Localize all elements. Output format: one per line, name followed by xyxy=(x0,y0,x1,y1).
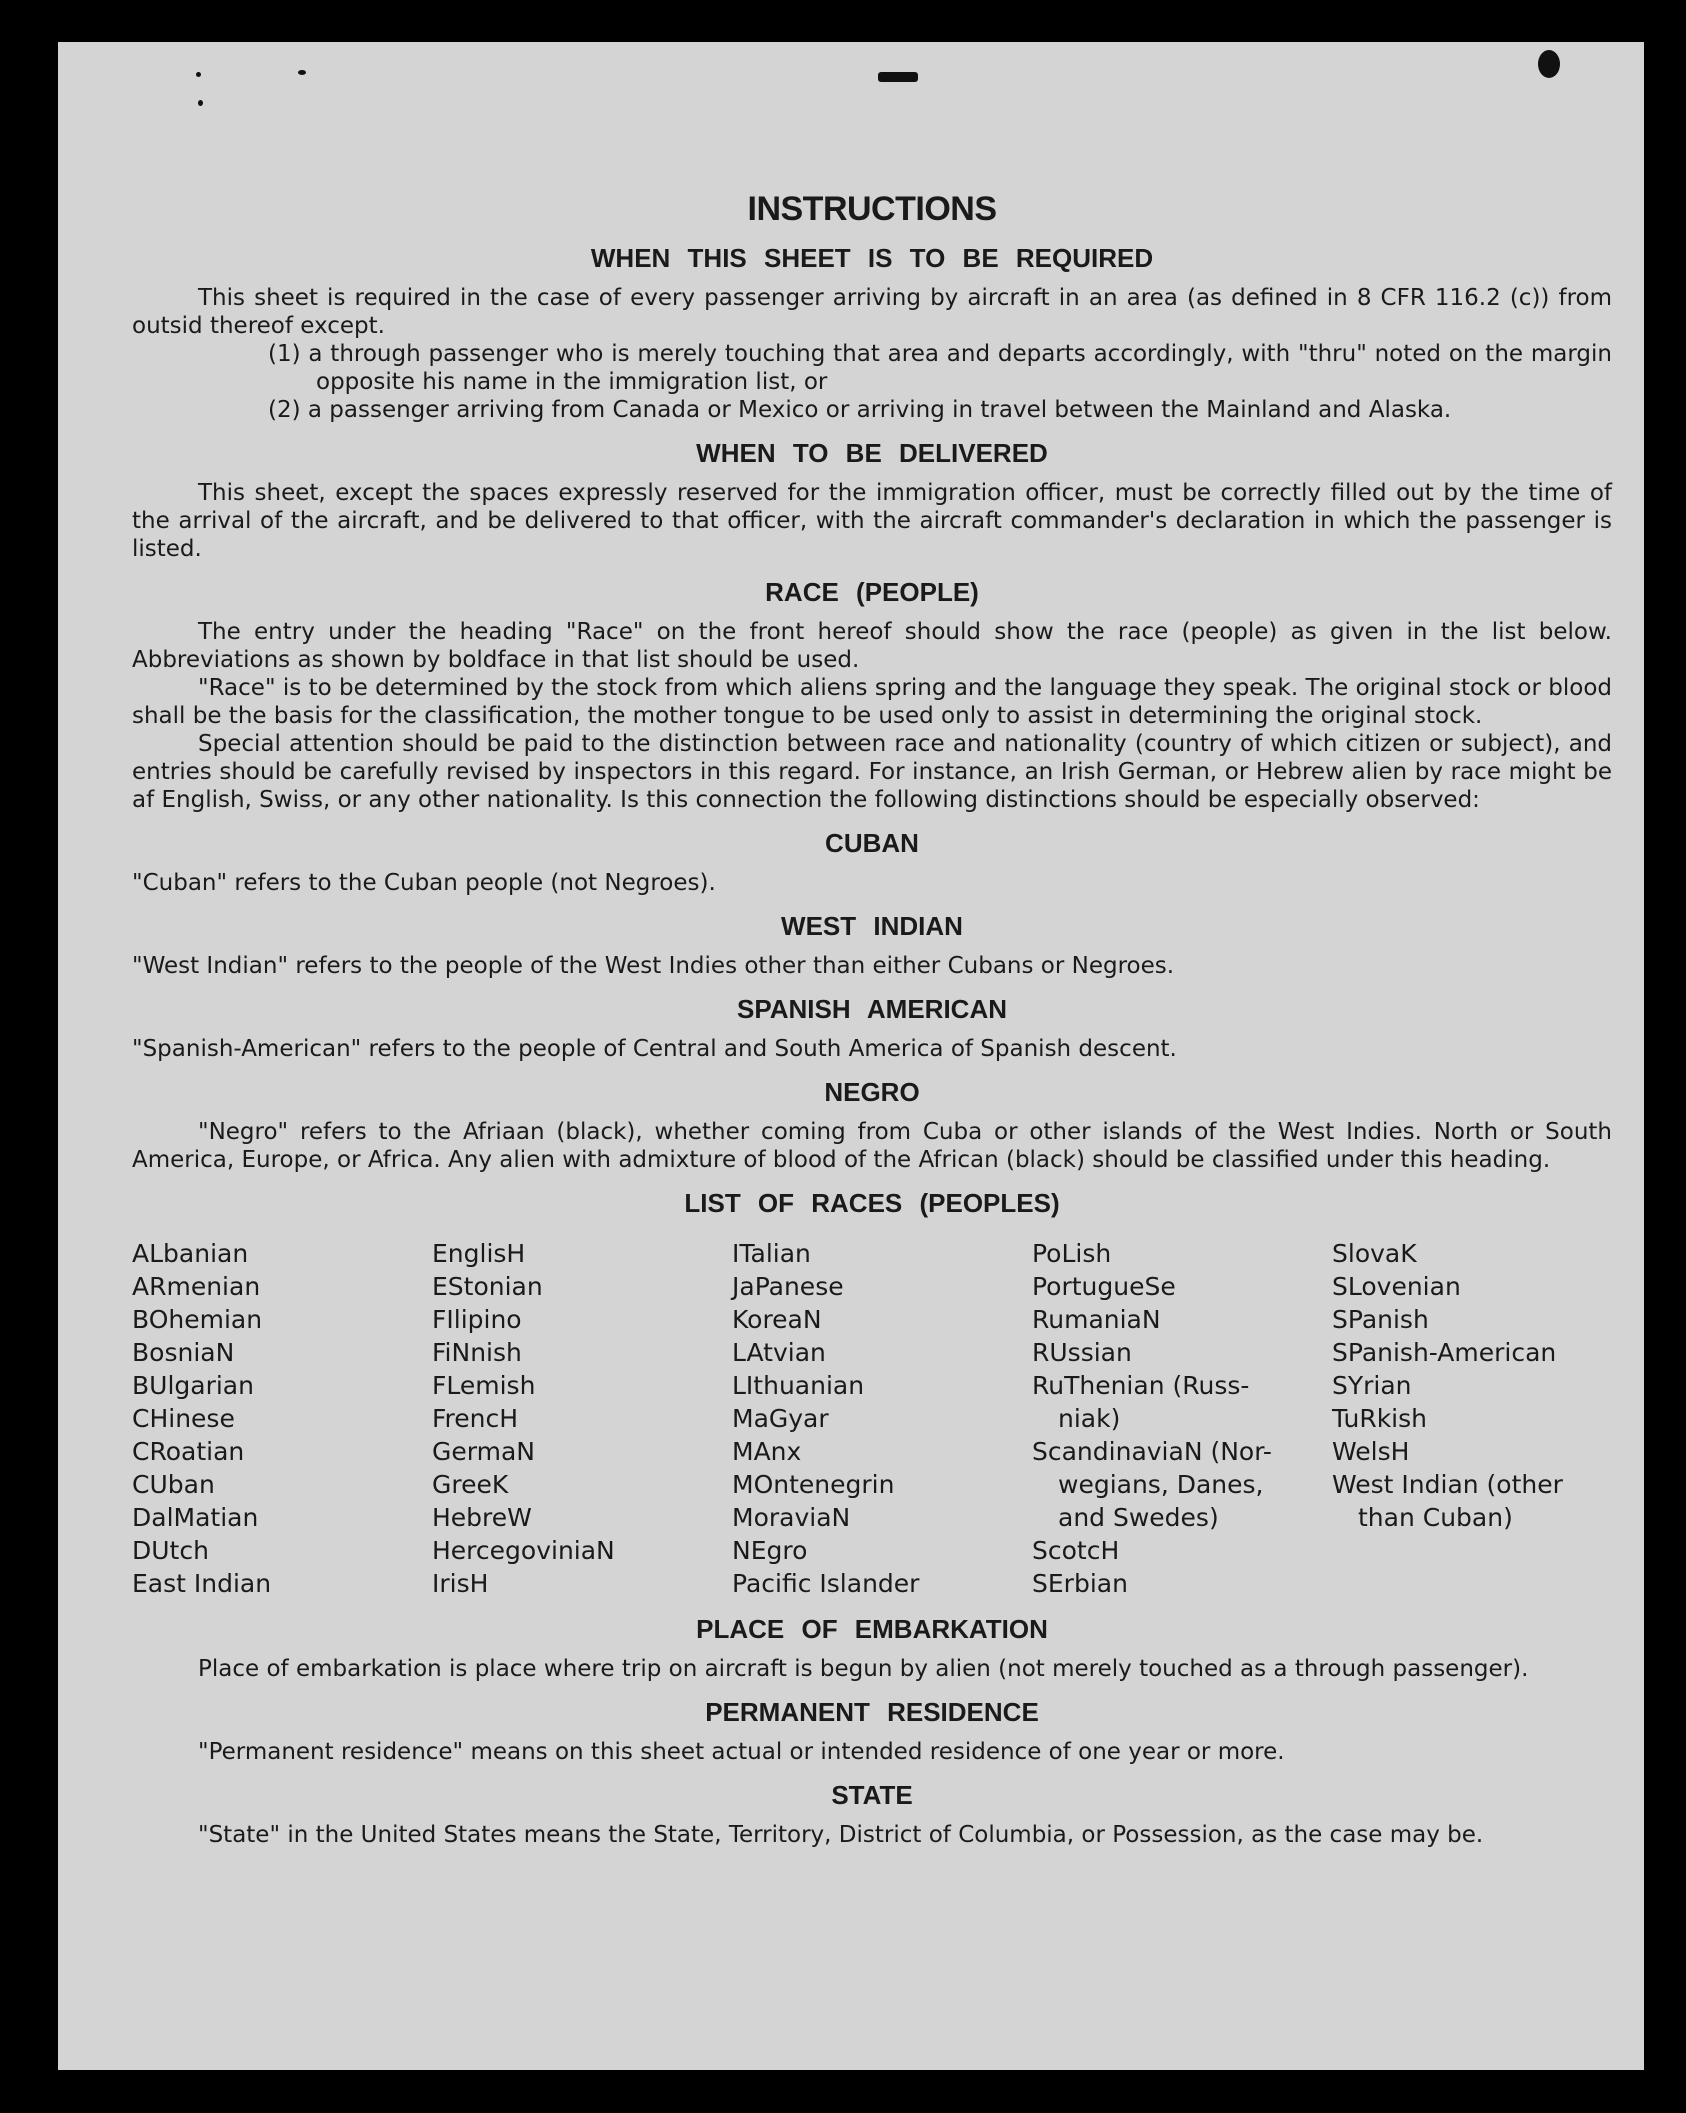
race-entry: MoraviaN xyxy=(732,1503,851,1532)
spanish-american-text: "Spanish-American" refers to the people of Central and South America of Spanish descent. xyxy=(132,1036,1177,1062)
heading-list-of-races: LIST OF RACES (PEOPLES) xyxy=(684,1188,1060,1218)
race-entry: KoreaN xyxy=(732,1305,822,1334)
race-paragraph-2: "Race" is to be determined by the stock from which aliens spring and the language they speak. The original stock or blood shall be the basis for the classification, the mother tongue to be used only to assist in determining the original stock. xyxy=(132,675,1612,729)
ink-speck xyxy=(298,70,306,75)
race-entry: SPanish-American xyxy=(1332,1338,1557,1367)
race-entry: MOntenegrin xyxy=(732,1470,895,1499)
heading-when-delivered: WHEN TO BE DELIVERED xyxy=(696,438,1048,468)
race-entry: ITalian xyxy=(732,1239,811,1268)
heading-place-of-embarkation: PLACE OF EMBARKATION xyxy=(696,1614,1048,1644)
embarkation-text: Place of embarkation is place where trip on aircraft is begun by alien (not merely touched as a through passenger). xyxy=(198,1656,1529,1682)
race-entry: BosniaN xyxy=(132,1338,235,1367)
race-entry: SErbian xyxy=(1032,1569,1128,1598)
race-entry: JaPanese xyxy=(732,1272,844,1301)
race-entry: TuRkish xyxy=(1332,1404,1427,1433)
race-entry: SLovenian xyxy=(1332,1272,1461,1301)
heading-spanish-american: SPANISH AMERICAN xyxy=(736,994,1007,1024)
race-entry: than Cuban) xyxy=(1358,1503,1513,1532)
races-column-3 xyxy=(732,1237,1012,1600)
race-entry: SlovaK xyxy=(1332,1239,1417,1268)
ink-speck xyxy=(196,72,201,77)
race-entry: HercegoviniaN xyxy=(432,1536,615,1565)
races-column-5 xyxy=(1332,1237,1612,1600)
race-entry: PoLish xyxy=(1032,1239,1112,1268)
negro-text: "Negro" refers to the Afriaan (black), whether coming from Cuba or other islands of the West Indies. North or South America, Europe, or Africa. Any alien with admixture of blood of the African (black) should be classified under this heading. xyxy=(132,1119,1612,1173)
race-entry: FrencH xyxy=(432,1404,519,1433)
race-entry: GermaN xyxy=(432,1437,535,1466)
races-column-1 xyxy=(132,1237,412,1600)
race-entry: BUlgarian xyxy=(132,1371,254,1400)
race-entry: niak) xyxy=(1058,1404,1121,1433)
heading-when-required: WHEN THIS SHEET IS TO BE REQUIRED xyxy=(590,243,1154,273)
race-entry: RUssian xyxy=(1032,1338,1132,1367)
race-entry: and Swedes) xyxy=(1058,1503,1219,1532)
required-item-2: (2) a passenger arriving from Canada or Mexico or arriving in travel between the Mainland and Alaska. xyxy=(268,397,1452,423)
page-title: INSTRUCTIONS xyxy=(747,190,997,228)
ink-speck xyxy=(878,72,918,82)
race-entry: wegians, Danes, xyxy=(1058,1470,1264,1499)
race-entry: LIthuanian xyxy=(732,1371,865,1400)
race-entry: CHinese xyxy=(132,1404,235,1433)
race-entry: WelsH xyxy=(1332,1437,1410,1466)
race-entry: EStonian xyxy=(432,1272,543,1301)
race-entry: BOhemian xyxy=(132,1305,263,1334)
race-entry: CUban xyxy=(132,1470,215,1499)
race-entry: MAnx xyxy=(732,1437,802,1466)
heading-state: STATE xyxy=(831,1780,913,1810)
race-entry: CRoatian xyxy=(132,1437,245,1466)
races-column-2 xyxy=(432,1237,712,1600)
cuban-text: "Cuban" refers to the Cuban people (not Negroes). xyxy=(132,870,716,896)
race-entry: MaGyar xyxy=(732,1404,829,1433)
required-item-1: (1) a through passenger who is merely touching that area and departs accordingly, with "thru" noted on the margin opposite his name in the immigration list, or xyxy=(268,341,1612,395)
race-entry: RumaniaN xyxy=(1032,1305,1161,1334)
race-entry: PortugueSe xyxy=(1032,1272,1176,1301)
race-entry: West Indian (other xyxy=(1332,1470,1563,1499)
required-intro: This sheet is required in the case of every passenger arriving by aircraft in an area (as defined in 8 CFR 116.2 (c)) from outsid thereof except. xyxy=(132,285,1612,339)
race-entry: RuThenian (Russ- xyxy=(1032,1371,1250,1400)
race-entry: EnglisH xyxy=(432,1239,526,1268)
delivered-text: This sheet, except the spaces expressly reserved for the immigration officer, must be correctly filled out by the time of the arrival of the aircraft, and be delivered to that officer, with the aircraft commander's declaration in which the passenger is listed. xyxy=(132,480,1612,562)
heading-race: RACE (PEOPLE) xyxy=(765,577,979,607)
race-entry: FLemish xyxy=(432,1371,536,1400)
heading-permanent-residence: PERMANENT RESIDENCE xyxy=(705,1697,1039,1727)
race-entry: SYrian xyxy=(1332,1371,1412,1400)
race-entry: Pacific Islander xyxy=(732,1569,920,1598)
heading-west-indian: WEST INDIAN xyxy=(781,911,963,941)
race-entry: ALbanian xyxy=(132,1239,249,1268)
residence-text: "Permanent residence" means on this sheet actual or intended residence of one year or more. xyxy=(198,1739,1285,1765)
race-entry: East Indian xyxy=(132,1569,272,1598)
race-entry: NEgro xyxy=(732,1536,808,1565)
race-entry: LAtvian xyxy=(732,1338,826,1367)
state-text: "State" in the United States means the State, Territory, District of Columbia, or Possession, as the case may be. xyxy=(198,1822,1484,1848)
instructions-content xyxy=(132,142,1612,1849)
heading-cuban: CUBAN xyxy=(825,828,919,858)
race-entry: FIlipino xyxy=(432,1305,522,1334)
document-sheet xyxy=(58,42,1644,2070)
race-paragraph-3: Special attention should be paid to the distinction between race and nationality (country of which citizen or subject), and entries should be carefully revised by inspectors in this regard. For instance, an Irish German, or Hebrew alien by race might be af English, Swiss, or any other nationality. Is this connection the following distinctions should be especially observed: xyxy=(132,731,1612,813)
ink-speck xyxy=(198,100,203,106)
heading-negro: NEGRO xyxy=(824,1077,920,1107)
west-indian-text: "West Indian" refers to the people of the West Indies other than either Cubans or Negroes. xyxy=(132,953,1175,979)
race-entry: ScotcH xyxy=(1032,1536,1120,1565)
ink-speck xyxy=(1538,50,1560,78)
races-list xyxy=(132,1237,1612,1600)
races-column-4 xyxy=(1032,1237,1312,1600)
race-entry: FiNnish xyxy=(432,1338,522,1367)
race-entry: ARmenian xyxy=(132,1272,261,1301)
race-entry: GreeK xyxy=(432,1470,509,1499)
race-entry: DalMatian xyxy=(132,1503,259,1532)
race-entry: HebreW xyxy=(432,1503,532,1532)
race-entry: IrisH xyxy=(432,1569,489,1598)
race-entry: ScandinaviaN (Nor- xyxy=(1032,1437,1272,1466)
race-entry: DUtch xyxy=(132,1536,209,1565)
race-paragraph-1: The entry under the heading "Race" on the front hereof should show the race (people) as given in the list below. Abbreviations as shown by boldface in that list should be used. xyxy=(132,619,1612,673)
race-entry: SPanish xyxy=(1332,1305,1429,1334)
